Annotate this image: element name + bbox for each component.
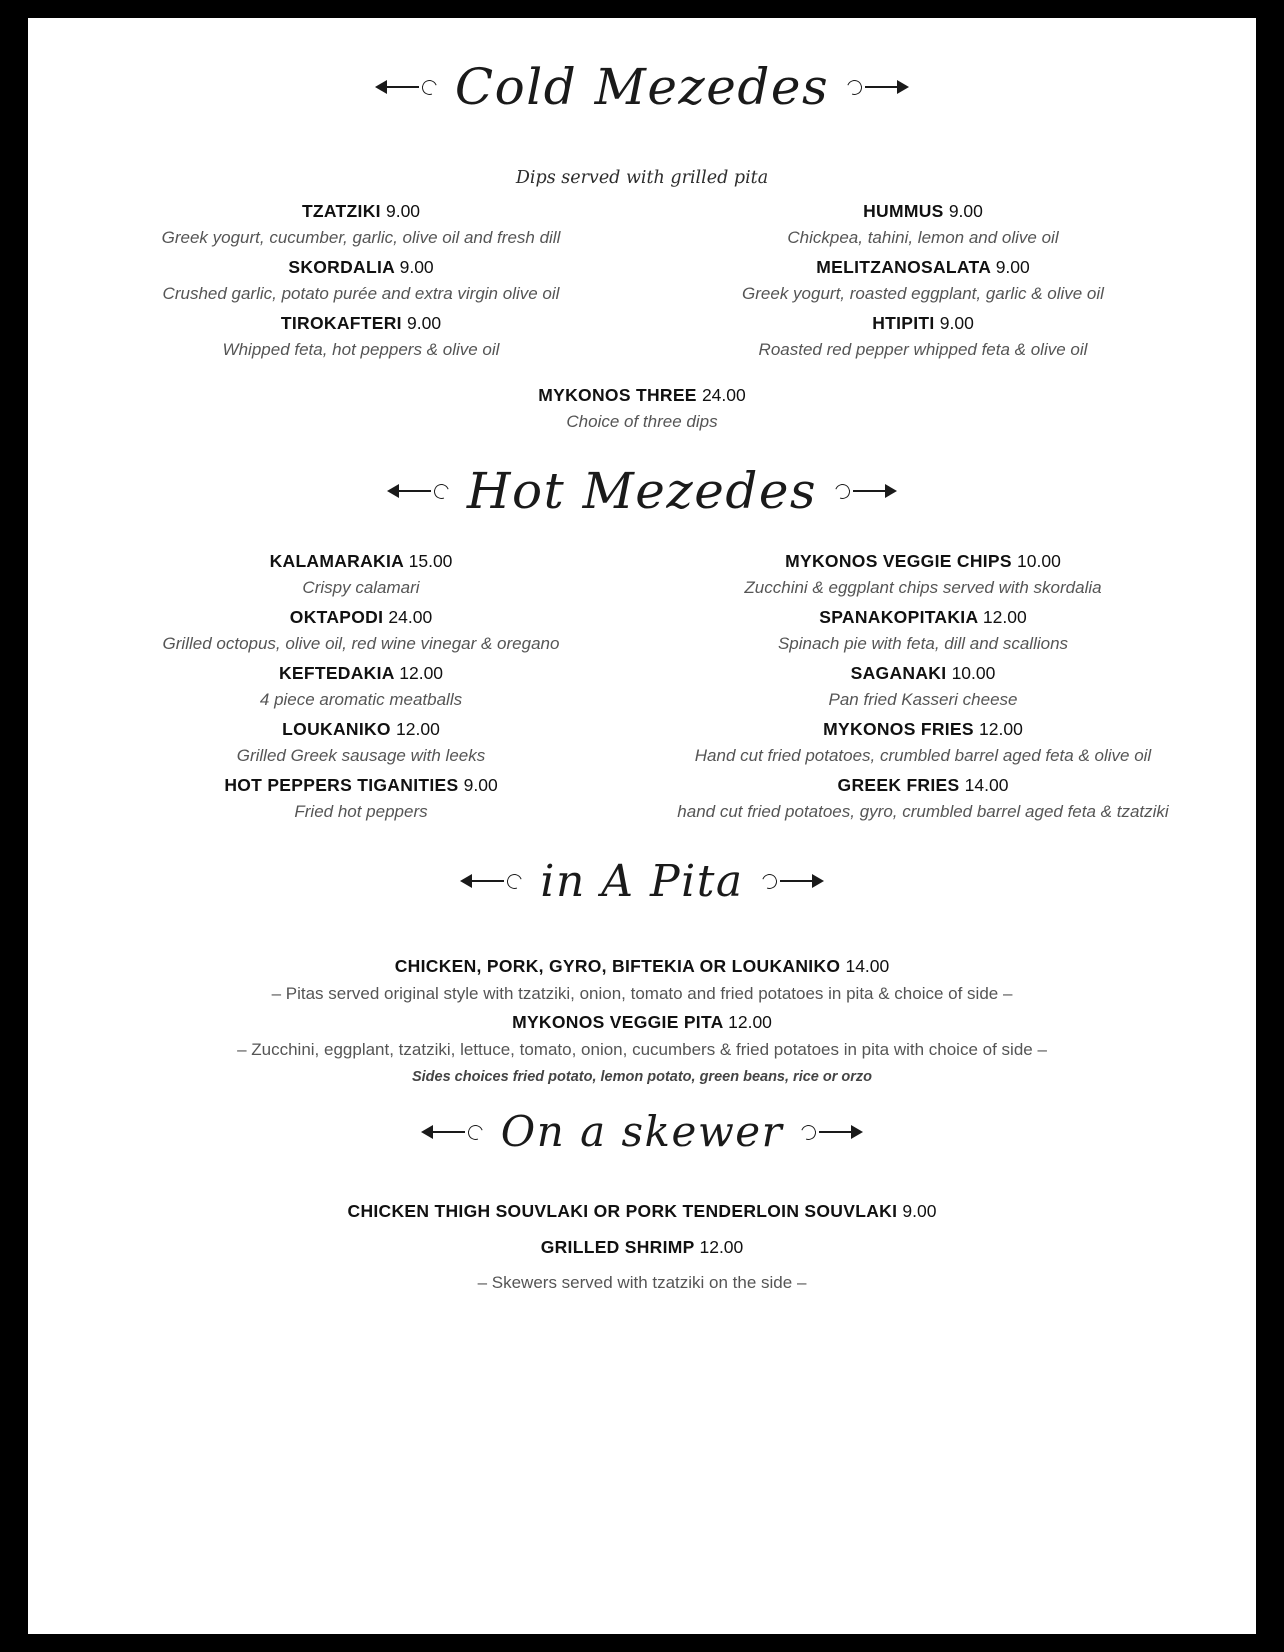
item-name: SAGANAKI: [850, 662, 947, 683]
item-price: 9.00: [948, 201, 983, 221]
item-description: Grilled octopus, olive oil, red wine vinegar & oregano: [162, 634, 560, 654]
on-a-skewer-section: [80, 1107, 1204, 1295]
item-price: 9.00: [385, 201, 421, 221]
menu-item: [664, 548, 1182, 602]
on-a-skewer-items: [80, 1198, 1204, 1295]
in-a-pita-section: [80, 856, 1204, 1086]
in-a-pita-items: [80, 953, 1204, 1086]
hot-mezedes-columns: [80, 548, 1204, 828]
menu-item: [664, 198, 1182, 252]
item-price: 24.00: [701, 384, 746, 405]
item-price: 9.00: [399, 256, 434, 277]
item-description: – Skewers served with tzatziki on the side –: [477, 1272, 807, 1292]
cold-mezedes-left-column: [80, 198, 642, 366]
item-name: GREEK FRIES: [837, 774, 960, 795]
menu-item: [102, 198, 620, 252]
item-name: SPANAKOPITAKIA: [819, 606, 978, 627]
menu-item: [664, 604, 1182, 658]
item-description: Greek yogurt, roasted eggplant, garlic & olive oil: [742, 284, 1104, 304]
item-name: TIROKAFTERI: [280, 312, 402, 333]
ornament-right-icon: [835, 480, 897, 502]
item-name: MYKONOS VEGGIE PITA: [512, 1012, 723, 1033]
item-description: Whipped feta, hot peppers & olive oil: [222, 340, 500, 360]
item-description: hand cut fried potatoes, gyro, crumbled barrel aged feta & tzatziki: [677, 802, 1169, 821]
ornament-left-icon: [421, 1121, 483, 1143]
menu-item: [664, 660, 1182, 714]
item-price: 10.00: [951, 662, 996, 683]
item-price: 10.00: [1017, 550, 1061, 571]
item-name: CHICKEN THIGH SOUVLAKI OR PORK TENDERLOIN SOUVLAKI: [347, 1201, 898, 1222]
menu-item: [664, 254, 1182, 308]
ornament-right-icon: [762, 870, 824, 892]
item-name: MYKONOS FRIES: [823, 718, 974, 739]
sides-footnote: Sides choices fried potato, lemon potato, green beans, rice or orzo: [411, 1069, 873, 1086]
item-price: 12.00: [396, 718, 440, 739]
item-name: KEFTEDAKIA: [278, 662, 395, 683]
item-price: 9.00: [902, 1201, 937, 1222]
item-description: – Pitas served original style with tzatziki, onion, tomato and fried potatoes in pita & choice of side –: [271, 983, 1013, 1003]
item-name: TZATZIKI: [301, 201, 381, 221]
item-description: Grilled Greek sausage with leeks: [236, 746, 486, 766]
item-name: KALAMARAKIA: [269, 550, 404, 571]
item-name: MYKONOS THREE: [538, 384, 697, 405]
menu-item-mykonos-three: [80, 382, 1204, 436]
item-description: Pan fried Kasseri cheese: [828, 690, 1018, 710]
section-title: On a skewer: [500, 1107, 784, 1157]
item-name: HOT PEPPERS TIGANITIES: [224, 774, 459, 795]
item-name: SKORDALIA: [288, 256, 395, 277]
ornament-left-icon: [460, 870, 522, 892]
item-price: 9.00: [407, 312, 442, 333]
menu-item: [102, 254, 620, 308]
item-price: 9.00: [939, 312, 974, 333]
ornament-left-icon: [387, 480, 449, 502]
item-description: Greek yogurt, cucumber, garlic, olive oil and fresh dill: [161, 228, 561, 248]
menu-item: [664, 310, 1182, 364]
item-price: 14.00: [845, 955, 890, 976]
menu-item: [102, 772, 620, 826]
item-price: 9.00: [463, 774, 498, 795]
cold-mezedes-columns: [80, 198, 1204, 366]
section-heading-in-a-pita: [80, 856, 1204, 907]
item-description: Crispy calamari: [302, 578, 420, 598]
item-description: Hand cut fried potatoes, crumbled barrel aged feta & olive oil: [694, 746, 1152, 766]
item-description: – Zucchini, eggplant, tzatziki, lettuce, tomato, onion, cucumbers & fried potatoes in pita with choice of side –: [237, 1040, 1047, 1060]
item-name: HTIPITI: [872, 312, 935, 333]
item-name: HUMMUS: [863, 201, 944, 221]
menu-content: [28, 18, 1256, 1296]
cold-mezedes-note: Dips served with grilled pita: [515, 168, 769, 188]
menu-item: [102, 604, 620, 658]
item-price: 12.00: [399, 662, 444, 683]
menu-item: [102, 716, 620, 770]
item-name: LOUKANIKO: [282, 718, 391, 739]
menu-item: [102, 310, 620, 364]
item-price: 12.00: [728, 1012, 772, 1033]
item-price: 24.00: [388, 606, 433, 627]
item-price: 9.00: [995, 256, 1030, 277]
item-description: Chickpea, tahini, lemon and olive oil: [787, 228, 1059, 248]
menu-page: [28, 18, 1256, 1634]
hot-mezedes-right-column: [642, 548, 1204, 828]
item-name: OKTAPODI: [289, 606, 384, 627]
item-description: Zucchini & eggplant chips served with skordalia: [744, 578, 1102, 598]
item-name: MYKONOS VEGGIE CHIPS: [785, 550, 1012, 571]
menu-item: [664, 716, 1182, 770]
item-name: CHICKEN, PORK, GYRO, BIFTEKIA OR LOUKANIKO: [394, 955, 841, 976]
section-heading-on-a-skewer: [80, 1107, 1204, 1156]
hot-mezedes-left-column: [80, 548, 642, 828]
section-title: Cold Mezedes: [454, 58, 830, 116]
ornament-right-icon: [847, 76, 909, 98]
menu-item: [106, 1009, 1178, 1063]
menu-item: [102, 660, 620, 714]
menu-item: [664, 772, 1182, 826]
hot-mezedes-section: [80, 462, 1204, 828]
item-price: 12.00: [699, 1236, 744, 1257]
item-description: Spinach pie with feta, dill and scallions: [777, 634, 1069, 654]
menu-item: [106, 953, 1178, 1007]
item-name: MELITZANOSALATA: [816, 256, 991, 277]
item-description: Roasted red pepper whipped feta & olive oil: [758, 340, 1088, 360]
item-price: 12.00: [979, 718, 1023, 739]
section-heading-cold-mezedes: [80, 58, 1204, 116]
ornament-left-icon: [375, 76, 437, 98]
section-heading-hot-mezedes: [80, 462, 1204, 520]
item-description: Choice of three dips: [566, 412, 718, 432]
menu-item: [102, 548, 620, 602]
menu-item: [106, 1234, 1178, 1296]
item-price: 12.00: [982, 606, 1027, 627]
ornament-right-icon: [801, 1121, 863, 1143]
section-title: Hot Mezedes: [466, 461, 818, 520]
menu-item: [106, 1198, 1178, 1225]
item-price: 15.00: [408, 550, 453, 571]
item-description: Fried hot peppers: [294, 802, 428, 821]
section-title: in A Pita: [540, 855, 744, 907]
item-name: GRILLED SHRIMP: [540, 1236, 695, 1257]
item-description: Crushed garlic, potato purée and extra virgin olive oil: [162, 284, 560, 304]
cold-mezedes-right-column: [642, 198, 1204, 366]
item-price: 14.00: [964, 774, 1009, 795]
item-description: 4 piece aromatic meatballs: [259, 690, 463, 710]
